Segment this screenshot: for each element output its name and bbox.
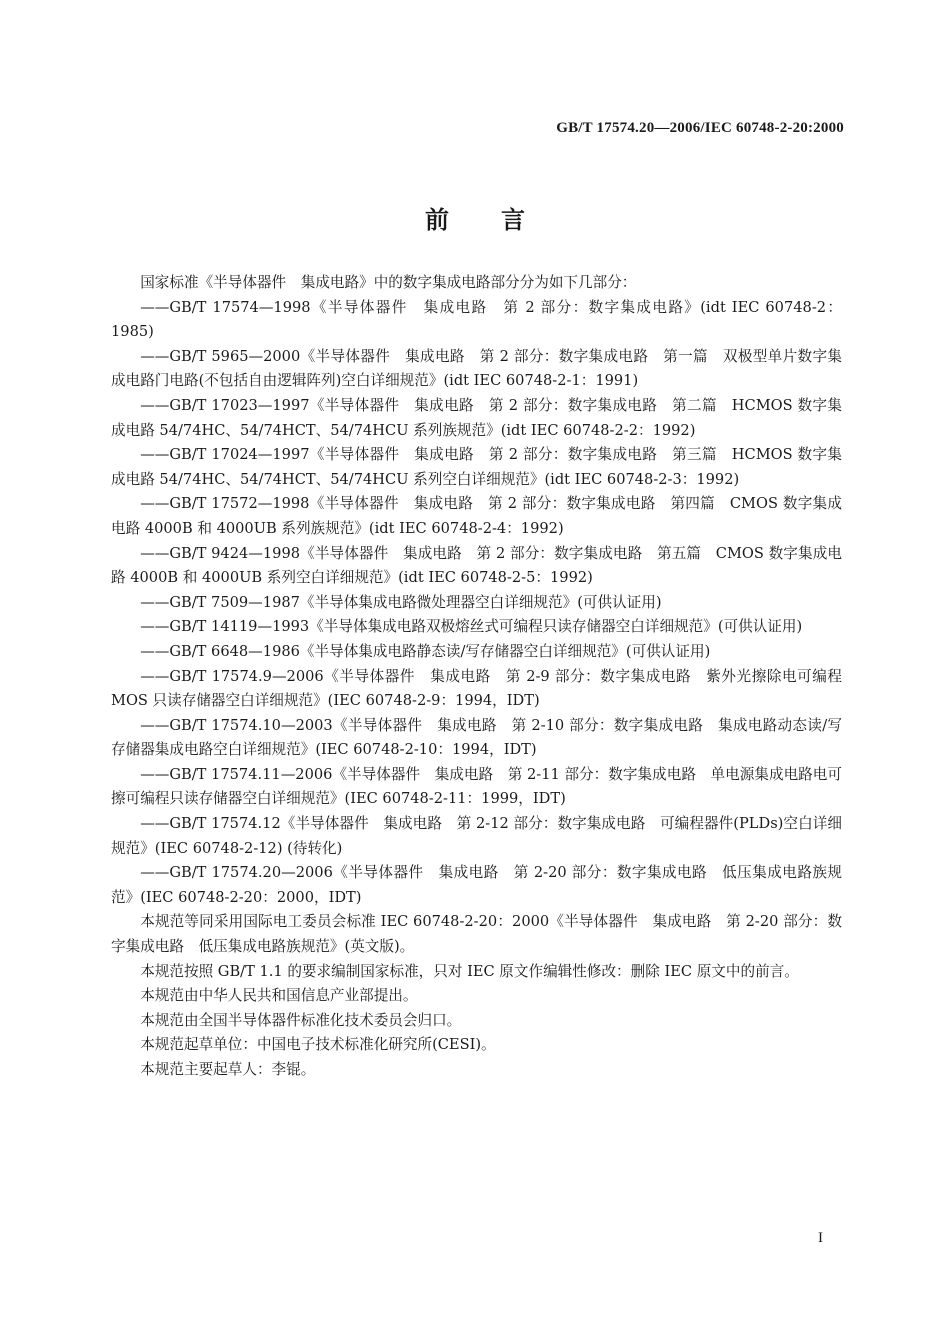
drafter-statement: 本规范主要起草人：李锟。 [140,1061,316,1078]
list-item: ——GB/T 7509—1987《半导体集成电路微处理器空白详细规范》(可供认证用) [140,593,662,611]
drafting-unit-statement: 本规范起草单位：中国电子技术标准化研究所(CESI)。 [140,1036,496,1054]
intro-paragraph: 国家标准《半导体器件 集成电路》中的数字集成电路部分分为如下几部分： [140,274,637,291]
standard-code-header: GB/T 17574.20—2006/IEC 60748-2-20:2000 [556,120,844,136]
list-item: ——GB/T 6648—1986《半导体集成电路静态读/写存储器空白详细规范》(可供认证用) [140,642,711,660]
list-item: ——GB/T 17023—1997《半导体器件 集成电路 第 2 部分：数字集成电路 第二篇 HCMOS 数字集成电路 54/74HC、54/74HCT、54/74HCU 系列族规范》(idt IEC 60748-2-2：1992) [111,396,842,439]
adoption-statement: 本规范等同采用国际电工委员会标准 IEC 60748-2-20：2000《半导体器件 集成电路 第 2-20 部分：数字集成电路 低压集成电路族规范》(英文版)。 [111,913,842,956]
list-item: ——GB/T 14119—1993《半导体集成电路双极熔丝式可编程只读存储器空白详细规范》(可供认证用) [140,618,803,636]
page-title: 前言 [425,206,577,234]
list-item: ——GB/T 17574.9—2006《半导体器件 集成电路 第 2-9 部分：数字集成电路 紫外光擦除电可编程 MOS 只读存储器空白详细规范》(IEC 60748-2-9：1994，IDT) [111,667,842,710]
committee-statement: 本规范由全国半导体器件标准化技术委员会归口。 [140,1011,462,1029]
proposer-statement: 本规范由中华人民共和国信息产业部提出。 [140,987,418,1005]
list-item: ——GB/T 17574.10—2003《半导体器件 集成电路 第 2-10 部分：数字集成电路 集成电路动态读/写存储器集成电路空白详细规范》(IEC 60748-2-10：1994，IDT) [111,716,842,759]
list-item: ——GB/T 17574—1998《半导体器件 集成电路 第 2 部分：数字集成电路》(idt IEC 60748-2：1985) [111,298,842,341]
list-item: ——GB/T 17572—1998《半导体器件 集成电路 第 2 部分：数字集成电路 第四篇 CMOS 数字集成电路 4000B 和 4000UB 系列族规范》(idt IEC 60748-2-4：1992) [111,495,842,537]
list-item: ——GB/T 17574.12《半导体器件 集成电路 第 2-12 部分：数字集成电路 可编程器件(PLDs)空白详细规范》(IEC 60748-2-12) (待转化) [111,815,842,857]
list-item: ——GB/T 17574.11—2006《半导体器件 集成电路 第 2-11 部分：数字集成电路 单电源集成电路电可擦可编程只读存储器空白详细规范》(IEC 60748-2-11：1999，IDT) [111,765,842,808]
page-number: I [818,1230,823,1246]
list-item: ——GB/T 5965—2000《半导体器件 集成电路 第 2 部分：数字集成电路 第一篇 双极型单片数字集成电路门电路(不包括自由逻辑阵列)空白详细规范》(idt IEC 60748-2-1：1991) [111,347,842,390]
list-item: ——GB/T 17024—1997《半导体器件 集成电路 第 2 部分：数字集成电路 第三篇 HCMOS 数字集成电路 54/74HC、54/74HCT、54/74HCU 系列空白详细规范》(idt IEC 60748-2-3：1992) [111,446,842,488]
list-item: ——GB/T 9424—1998《半导体器件 集成电路 第 2 部分：数字集成电路 第五篇 CMOS 数字集成电路 4000B 和 4000UB 系列空白详细规范》(idt IEC 60748-2-5：1992) [111,544,842,587]
list-item: ——GB/T 17574.20—2006《半导体器件 集成电路 第 2-20 部分：数字集成电路 低压集成电路族规范》(IEC 60748-2-20：2000，IDT) [111,864,842,906]
drafting-rules-statement: 本规范按照 GB/T 1.1 的要求编制国家标准，只对 IEC 原文作编辑性修改：删除 IEC 原文中的前言。 [140,962,799,980]
foreword-body [111,271,842,1083]
